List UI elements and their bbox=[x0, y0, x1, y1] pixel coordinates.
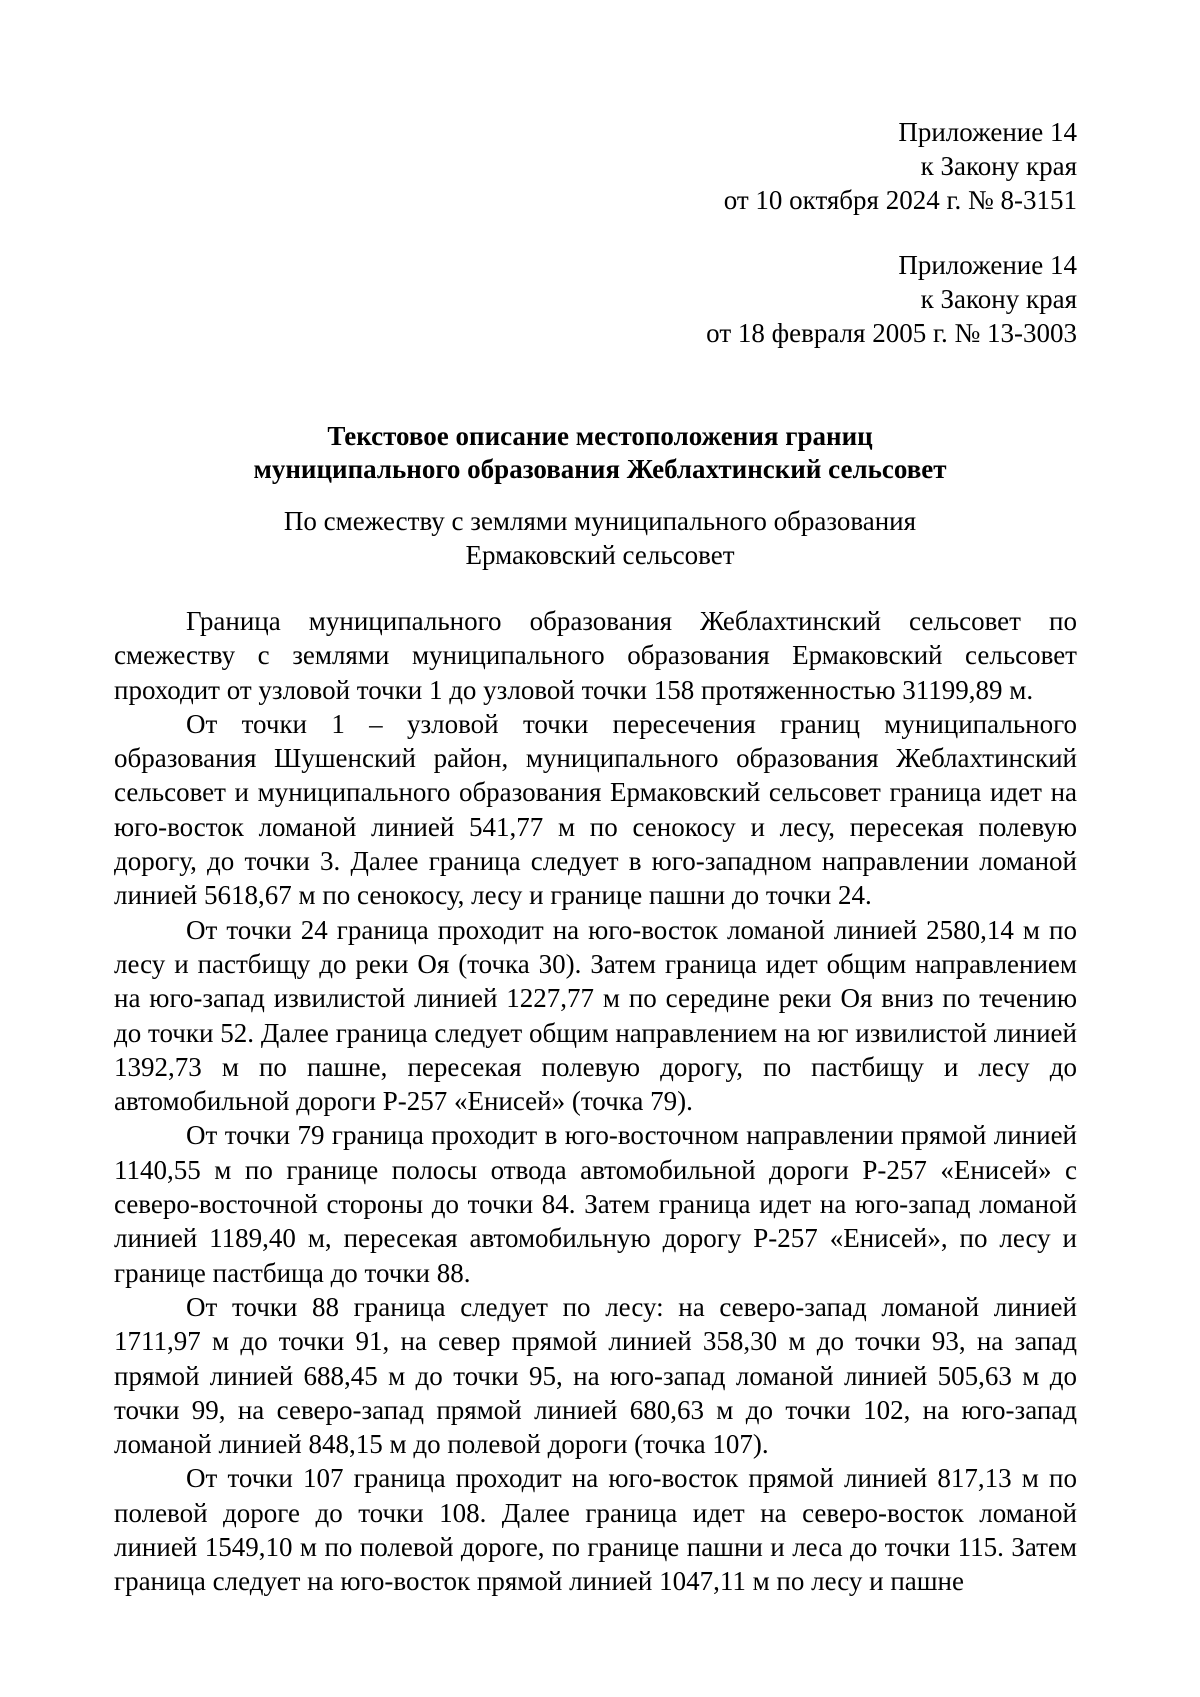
appendix-law-ref: к Закону края bbox=[920, 284, 1077, 314]
appendix-law-date: от 18 февраля 2005 г. № 13-3003 bbox=[706, 318, 1077, 348]
title-line-2: муниципального образования Жеблахтинский сельсовет bbox=[253, 454, 947, 484]
appendix-number: Приложение 14 bbox=[898, 117, 1077, 147]
paragraph: От точки 88 граница следует по лесу: на северо-запад ломаной линией 1711,97 м до точки 91, на север прямой линией 358,30 м до точки 93, на запад прямой линией 688,45 м до точки 95, на юго-запад ломаной линией 505,63 м до точки 99, на северо-запад прямой линией 680,63 м до точки 102, на юго-запад ломаной линией 848,15 м до полевой дороги (точка 107). bbox=[114, 1291, 1077, 1460]
paragraph: От точки 24 граница проходит на юго-восток ломаной линией 2580,14 м по лесу и пастбищу до реки Оя (точка 30). Затем граница идет общим направлением на юго-запад извилистой линией 1227,77 м по середине реки Оя вниз по течению до точки 52. Далее граница следует общим направлением на юг извилистой линией 1392,73 м по пашне, пересекая полевую дорогу, по пастбищу и лесу до автомобильной дороги Р-257 «Енисей» (точка 79). bbox=[114, 914, 1077, 1117]
title-line-1: Текстовое описание местоположения границ bbox=[327, 421, 873, 451]
appendix-number: Приложение 14 bbox=[898, 250, 1077, 280]
paragraph: От точки 107 граница проходит на юго-восток прямой линией 817,13 м по полевой дороге до точки 108. Далее граница идет на северо-восток ломаной линией 1549,10 м по полевой дороге, по границе пашни и леса до точки 115. Затем граница следует на юго-восток прямой линией 1047,11 м по лесу и пашне bbox=[114, 1463, 1077, 1597]
paragraph: Граница муниципального образования Жеблахтинский сельсовет по смежеству с землями муниципального образования Ермаковский сельсовет проходит от узловой точки 1 до узловой точки 158 протяженностью 31199,89 м. bbox=[114, 606, 1077, 705]
appendix-law-ref: к Закону края bbox=[920, 151, 1077, 181]
section-heading-line-2: Ермаковский сельсовет bbox=[465, 540, 735, 570]
section-heading bbox=[0, 504, 1200, 572]
paragraph: От точки 79 граница проходит в юго-восточном направлении прямой линией 1140,55 м по границе полосы отвода автомобильной дороги Р-257 «Енисей» с северо-восточной стороны до точки 84. Затем граница идет на юго-запад ломаной линией 1189,40 м, пересекая автомобильную дорогу Р-257 «Енисей», по лесу и границе пастбища до точки 88. bbox=[114, 1120, 1077, 1288]
section-heading-line-1: По смежеству с землями муниципального образования bbox=[283, 506, 917, 536]
appendix-header-original bbox=[706, 248, 1077, 350]
appendix-law-date: от 10 октября 2024 г. № 8-3151 bbox=[723, 185, 1077, 215]
paragraph: От точки 1 – узловой точки пересечения границ муниципального образования Шушенский район, муниципального образования Жеблахтинский сельсовет и муниципального образования Ермаковский сельсовет граница идет на юго-восток ломаной линией 541,77 м по сенокосу и лесу, пересекая полевую дорогу, до точки 3. Далее граница следует в юго-западном направлении ломаной линией 5618,67 м по сенокосу, лесу и границе пашни до точки 24. bbox=[114, 708, 1077, 911]
appendix-header-current bbox=[724, 115, 1077, 217]
document-title bbox=[0, 420, 1200, 486]
document-body bbox=[114, 604, 1077, 1599]
